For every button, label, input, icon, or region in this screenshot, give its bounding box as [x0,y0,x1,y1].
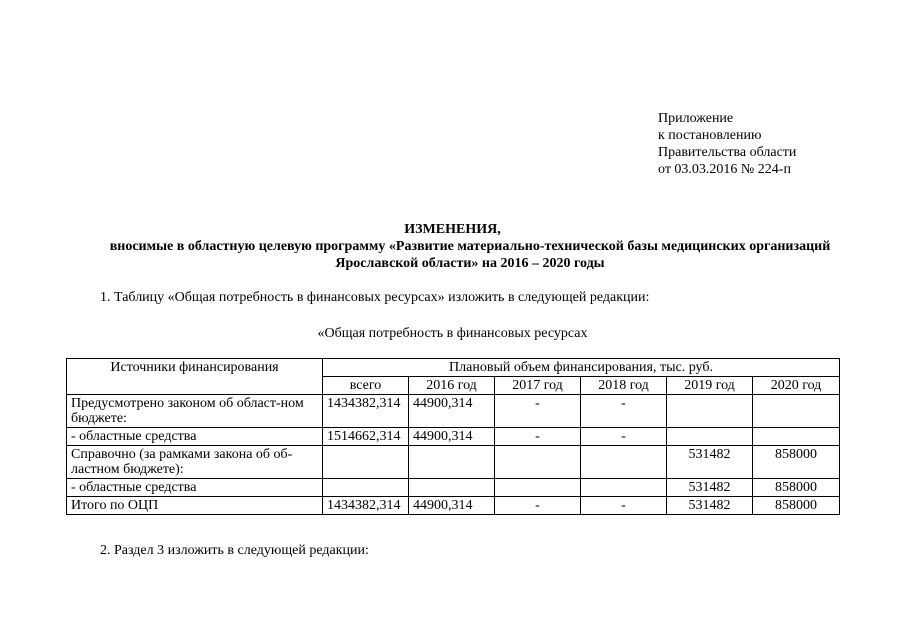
table-row [67,395,840,428]
cell: 1434382,314 [323,497,409,515]
table-row [67,479,840,497]
cell [495,446,581,479]
cell: - [581,395,667,428]
cell: 44900,314 [409,395,495,428]
financing-table [66,358,840,515]
cell: 44900,314 [409,428,495,446]
cell [495,479,581,497]
appendix-block [658,110,796,178]
row-label: - областные средства [67,479,323,497]
appendix-line: от 03.03.2016 № 224-п [658,162,791,177]
row-label: Предусмотрено законом об област-ном бюджете: [67,395,323,428]
cell [323,446,409,479]
document-title: ИЗМЕНЕНИЯ, [404,222,501,237]
cell: - [495,428,581,446]
subheader-cell: 2016 год [409,377,495,395]
table-row [67,446,840,479]
paragraph-2: 2. Раздел 3 изложить в следующей редакции: [100,543,369,558]
cell: 44900,314 [409,497,495,515]
cell: 1514662,314 [323,428,409,446]
cell [753,395,840,428]
subheader-cell: 2019 год [667,377,753,395]
cell [409,479,495,497]
cell [409,446,495,479]
table-row-total [67,497,840,515]
cell: 858000 [753,479,840,497]
table-title: «Общая потребность в финансовых ресурсах [317,326,588,341]
cell: - [581,428,667,446]
appendix-line: Приложение [658,111,734,126]
cell: 531482 [667,497,753,515]
cell: - [495,395,581,428]
row-label: Справочно (за рамками закона об об-ластном бюджете): [67,446,323,479]
cell [581,479,667,497]
appendix-line: к постановлению [658,128,762,143]
row-label: - областные средства [67,428,323,446]
appendix-line: Правительства области [658,145,797,160]
paragraph-1: 1. Таблицу «Общая потребность в финансовых ресурсах» изложить в следующей редакции: [100,290,650,305]
cell: 858000 [753,497,840,515]
cell: - [495,497,581,515]
header-source: Источники финансирования [67,359,323,395]
cell: - [581,497,667,515]
cell [667,428,753,446]
cell [323,479,409,497]
cell: 1434382,314 [323,395,409,428]
cell: 531482 [667,446,753,479]
table-header-row [67,359,840,377]
table-row [67,428,840,446]
cell [581,446,667,479]
subheader-cell: 2020 год [753,377,840,395]
document-subtitle: вносимые в областную целевую программу «Развитие материально-технической базы медицинских организаций Ярославской области» на 2016 – 2020 годы [109,239,831,271]
subheader-cell: 2018 год [581,377,667,395]
header-group: Плановый объем финансирования, тыс. руб. [323,359,840,377]
cell [753,428,840,446]
cell: 858000 [753,446,840,479]
row-label: Итого по ОЦП [67,497,323,515]
subheader-cell: 2017 год [495,377,581,395]
subheader-cell: всего [323,377,409,395]
cell [667,395,753,428]
cell: 531482 [667,479,753,497]
